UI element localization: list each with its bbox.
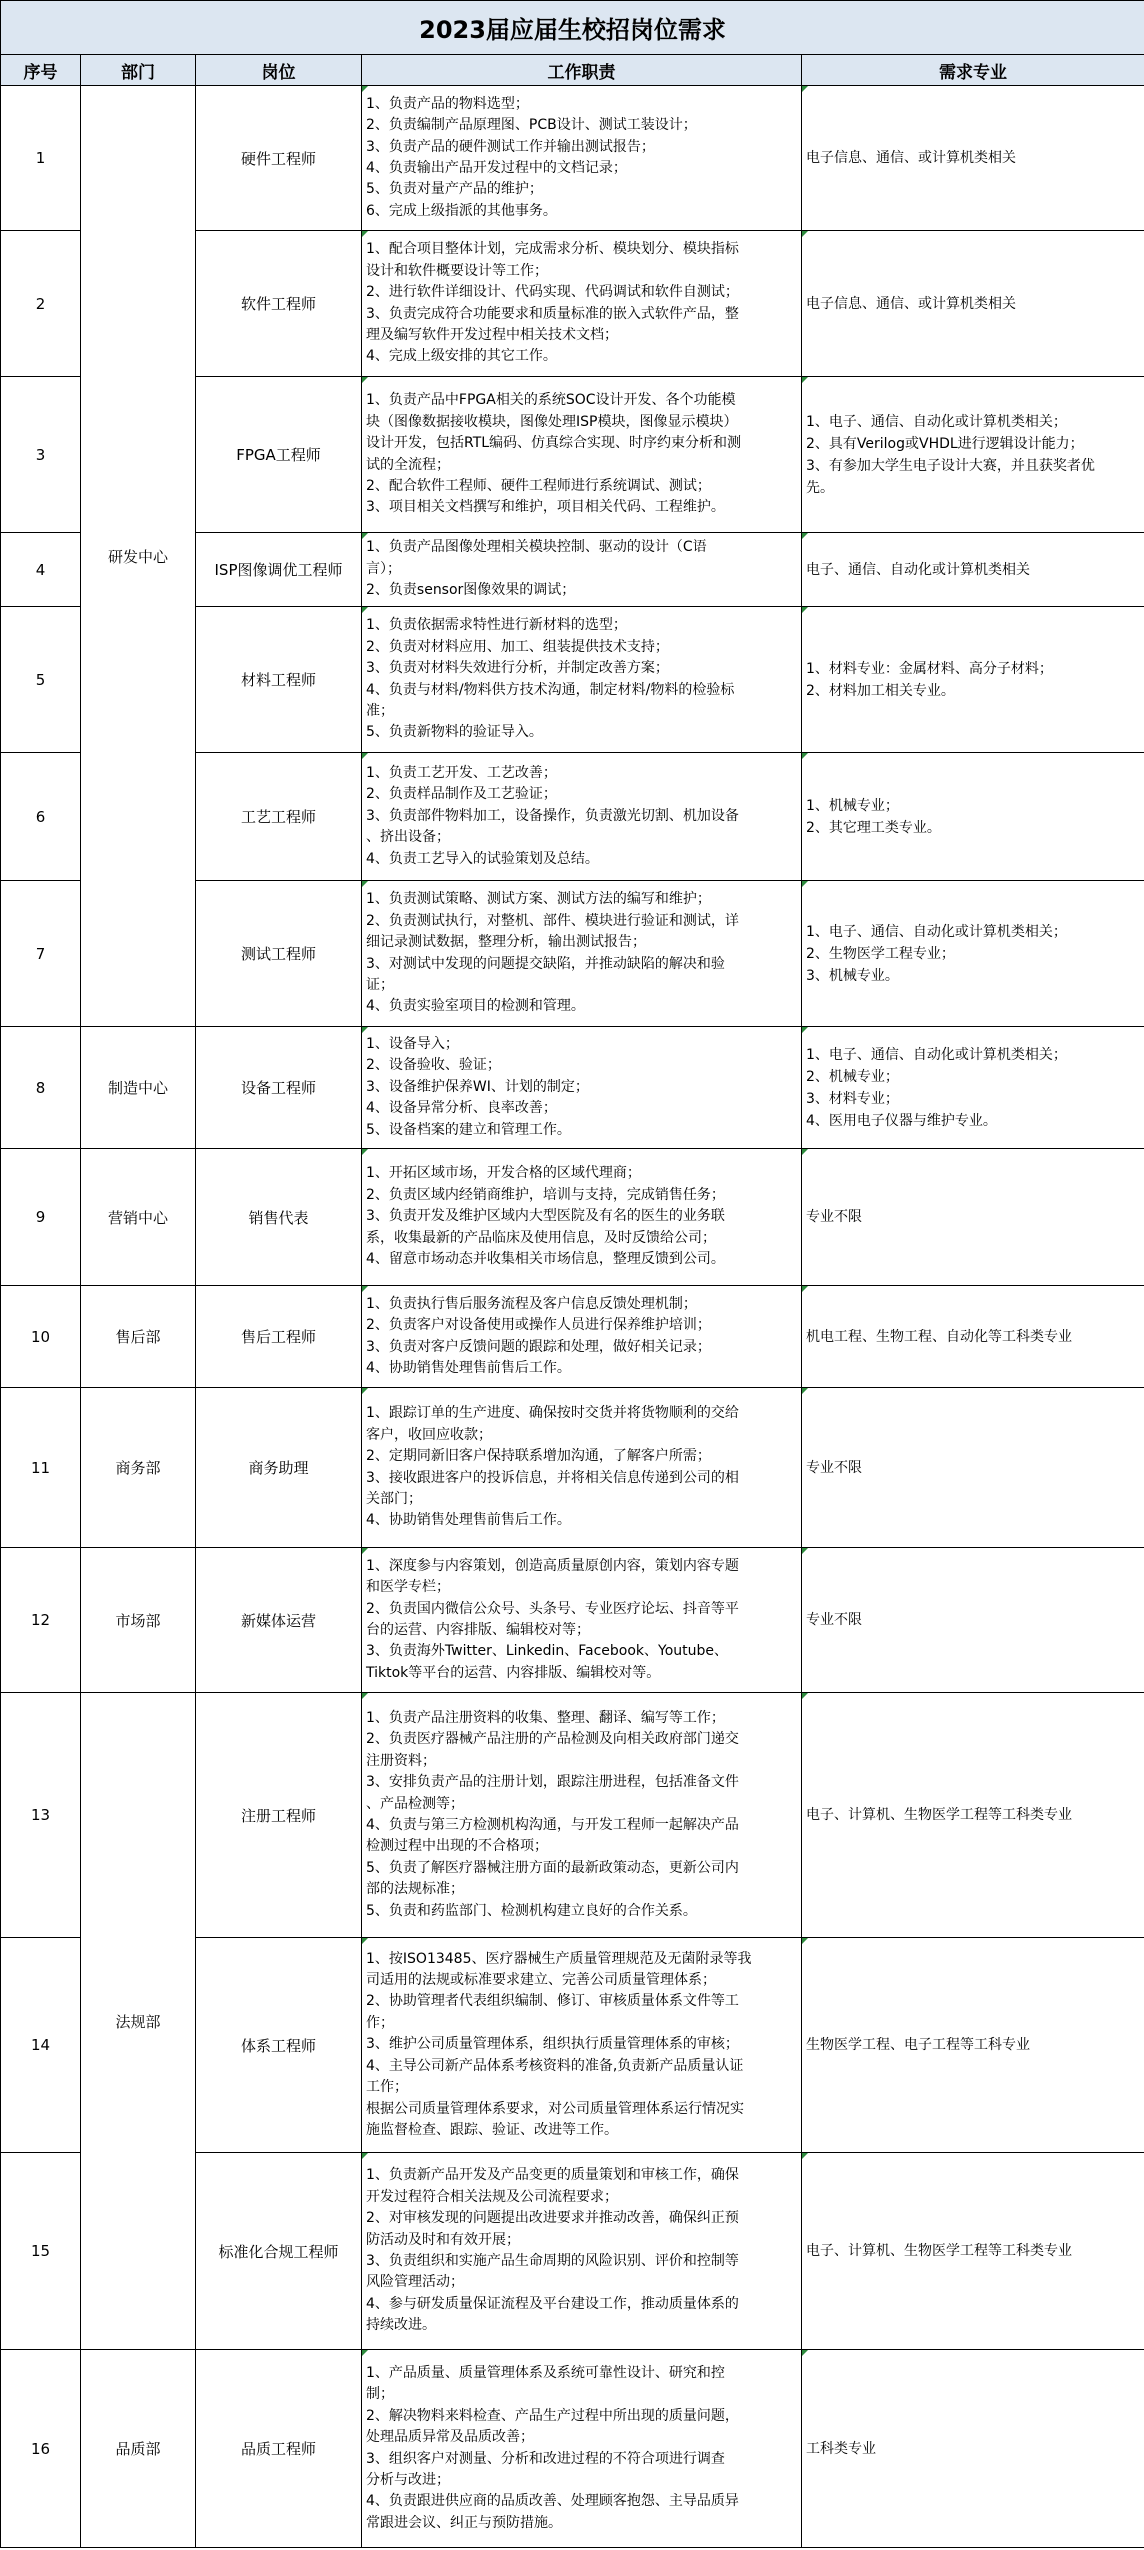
cell-position[interactable]: 软件工程师: [196, 231, 362, 377]
duty-line: 4、参与研发质量保证流程及平台建设工作，推动质量体系的: [366, 2295, 739, 2312]
col-header-majors[interactable]: 需求专业: [802, 55, 1144, 86]
col-header-duties[interactable]: 工作职责: [362, 55, 802, 86]
duty-line: 4、负责与第三方检测机构沟通，与开发工程师一起解决产品: [366, 1817, 739, 1833]
duty-line: 准；: [366, 702, 394, 719]
cell-no[interactable]: 1: [1, 86, 81, 231]
comment-marker-icon: [362, 2350, 368, 2356]
major-line: 2、机械专业；: [806, 1068, 899, 1085]
duty-line: 根据公司质量管理体系要求，对公司质量管理体系运行情况实: [366, 2100, 744, 2117]
cell-no[interactable]: 6: [1, 753, 81, 881]
duty-line: 3、设备维护保养WI、计划的制定；: [366, 1078, 589, 1095]
duty-line: 1、按ISO13485、医疗器械生产质量管理规范及无菌附录等我: [366, 1950, 752, 1967]
table-row: [1, 1388, 1144, 1548]
duty-line: 4、主导公司新产品体系考核资料的准备,负责新产品质量认证: [366, 2057, 744, 2074]
duty-line: 3、负责完成符合功能要求和质量标准的嵌入式软件产品，整: [366, 305, 739, 322]
comment-marker-icon: [362, 607, 368, 613]
comment-marker-icon: [802, 231, 808, 237]
comment-marker-icon: [802, 1388, 808, 1394]
duty-line: Tiktok等平台的运营、内容排版、编辑校对等。: [366, 1664, 661, 1681]
comment-marker-icon: [362, 1548, 368, 1554]
duty-line: 3、负责开发及维护区域内大型医院及有名的医生的业务联: [366, 1208, 725, 1225]
duty-line: 1、跟踪订单的生产进度、确保按时交货并将货物顺利的交给: [366, 1405, 739, 1422]
comment-marker-icon: [362, 1149, 368, 1155]
duty-line: 司适用的法规或标准要求建立、完善公司质量管理体系；: [366, 1972, 716, 1989]
cell-no[interactable]: 12: [1, 1548, 81, 1693]
duty-line: 3、组织客户对测量、分析和改进过程的不符合项进行调查: [366, 2450, 725, 2467]
duty-line: 注册资料；: [366, 1752, 436, 1769]
duty-line: 客户，收回应收款；: [366, 1426, 492, 1443]
cell-position[interactable]: 体系工程师: [196, 1938, 362, 2153]
duty-line: 4、负责与材料/物料供方技术沟通，制定材料/物料的检验标: [366, 681, 735, 698]
duty-line: 3、项目相关文档撰写和维护，项目相关代码、工程维护。: [366, 499, 725, 516]
major-line: 电子信息、通信、或计算机类相关: [806, 150, 1016, 166]
col-header-position[interactable]: 岗位: [196, 55, 362, 86]
major-line: 3、机械专业。: [806, 967, 899, 984]
duty-line: 工作；: [366, 2079, 408, 2096]
cell-duties[interactable]: [362, 1027, 802, 1149]
cell-position[interactable]: 售后工程师: [196, 1286, 362, 1388]
comment-marker-icon: [802, 1286, 808, 1292]
cell-duties[interactable]: [362, 231, 802, 377]
cell-duties[interactable]: [362, 1938, 802, 2153]
duty-line: 和医学专栏；: [366, 1579, 450, 1596]
cell-duties[interactable]: [362, 1286, 802, 1388]
duty-line: 4、协助销售处理售前售后工作。: [366, 1512, 571, 1529]
cell-position[interactable]: 标准化合规工程师: [196, 2153, 362, 2350]
duty-line: 2、配合软件工程师、硬件工程师进行系统调试、测试；: [366, 477, 711, 494]
cell-no[interactable]: 10: [1, 1286, 81, 1388]
table-row: [1, 2350, 1144, 2548]
duty-line: 6、完成上级指派的其他事务。: [366, 202, 557, 219]
table-row: [1, 1027, 1144, 1149]
major-line: 2、其它理工类专业。: [806, 819, 941, 836]
comment-marker-icon: [802, 377, 808, 383]
duty-line: 施监督检查、跟踪、验证、改进等工作。: [366, 2121, 618, 2138]
cell-majors[interactable]: [802, 533, 1144, 607]
major-line: 电子、计算机、生物医学工程等工科类专业: [806, 1807, 1072, 1823]
major-line: 1、材料专业：金属材料、高分子材料；: [806, 660, 1053, 677]
cell-majors[interactable]: [802, 377, 1144, 533]
major-line: 1、电子、通信、自动化或计算机类相关；: [806, 1046, 1067, 1063]
major-line: 1、机械专业；: [806, 797, 899, 814]
duty-line: 5、负责对量产产品的维护；: [366, 181, 543, 198]
duty-line: 言）；: [366, 560, 401, 577]
duty-line: 设计和软件概要设计等工作；: [366, 262, 548, 279]
duty-line: 1、负责产品注册资料的收集、整理、翻译、编写等工作；: [366, 1709, 725, 1726]
comment-marker-icon: [802, 607, 808, 613]
duty-line: 作；: [366, 2014, 394, 2031]
cell-duties[interactable]: [362, 1388, 802, 1548]
major-line: 机电工程、生物工程、自动化等工科类专业: [806, 1328, 1072, 1345]
duty-line: 1、负责产品中FPGA相关的系统SOC设计开发、各个功能模: [366, 392, 736, 409]
comment-marker-icon: [362, 881, 368, 887]
duty-line: 2、定期同新旧客户保持联系增加沟通，了解客户所需；: [366, 1448, 711, 1465]
duty-line: 2、负责区域内经销商维护，培训与支持，完成销售任务；: [366, 1186, 725, 1203]
duty-line: 4、负责实验室项目的检测和管理。: [366, 998, 585, 1015]
duty-line: 3、负责组织和实施产品生命周期的风险识别、评价和控制等: [366, 2253, 739, 2269]
cell-majors[interactable]: [802, 1388, 1144, 1548]
duty-line: 3、对测试中发现的问题提交缺陷，并推动缺陷的解决和验: [366, 955, 725, 972]
duty-line: 3、负责对材料失效进行分析，并制定改善方案；: [366, 660, 669, 677]
comment-marker-icon: [802, 1938, 808, 1944]
major-line: 电子、通信、自动化或计算机类相关: [806, 561, 1030, 578]
major-line: 专业不限: [806, 1459, 862, 1476]
cell-majors[interactable]: [802, 607, 1144, 753]
duty-line: 1、设备导入；: [366, 1035, 459, 1052]
duty-line: 、挤出设备；: [366, 829, 450, 846]
comment-marker-icon: [362, 1938, 368, 1944]
cell-position[interactable]: 注册工程师: [196, 1693, 362, 1938]
duty-line: 系，收集最新的产品临床及使用信息，及时反馈给公司；: [366, 1229, 716, 1246]
cell-majors[interactable]: [802, 881, 1144, 1027]
cell-dept[interactable]: 售后部: [81, 1286, 196, 1388]
cell-majors[interactable]: [802, 1693, 1144, 1938]
major-line: 电子信息、通信、或计算机类相关: [806, 295, 1016, 312]
cell-duties[interactable]: [362, 881, 802, 1027]
duty-line: 2、负责测试执行，对整机、部件、模块进行验证和测试，详: [366, 912, 739, 929]
duty-line: 试的全流程；: [366, 456, 450, 473]
duty-line: 3、安排负责产品的注册计划，跟踪注册进程，包括准备文件: [366, 1774, 739, 1791]
comment-marker-icon: [802, 533, 808, 539]
duty-line: 4、留意市场动态并收集相关市场信息，整理反馈到公司。: [366, 1251, 725, 1268]
comment-marker-icon: [362, 86, 368, 92]
duty-line: 1、开拓区域市场，开发合格的区域代理商；: [366, 1165, 641, 1182]
cell-no[interactable]: 3: [1, 377, 81, 533]
duty-line: 4、设备异常分析、良率改善；: [366, 1100, 557, 1117]
cell-dept[interactable]: 市场部: [81, 1548, 196, 1693]
duty-line: 证；: [366, 976, 394, 993]
duty-line: 5、负责和药监部门、检测机构建立良好的合作关系。: [366, 1902, 697, 1919]
duty-line: 防活动及时和有效开展；: [366, 2231, 520, 2248]
duty-line: 块（图像数据接收模块，图像处理ISP模块，图像显示模块）: [366, 413, 738, 430]
duty-line: 3、维护公司质量管理体系，组织执行质量管理体系的审核；: [366, 2036, 739, 2053]
cell-majors[interactable]: [802, 753, 1144, 881]
comment-marker-icon: [362, 753, 368, 759]
duty-line: 部的法规标准；: [366, 1881, 464, 1898]
header-row: [1, 55, 1144, 86]
cell-no[interactable]: 15: [1, 2153, 81, 2350]
duty-line: 2、负责编制产品原理图、PCB设计、测试工装设计；: [366, 117, 697, 134]
duty-line: 4、完成上级安排的其它工作。: [366, 348, 557, 365]
cell-duties[interactable]: [362, 753, 802, 881]
cell-duties[interactable]: [362, 533, 802, 607]
comment-marker-icon: [362, 1286, 368, 1292]
cell-duties[interactable]: [362, 2153, 802, 2350]
duty-line: 常跟进会议、纠正与预防措施。: [366, 2514, 562, 2531]
cell-majors[interactable]: [802, 1149, 1144, 1286]
cell-position[interactable]: 销售代表: [196, 1149, 362, 1286]
duty-line: 风险管理活动；: [366, 2274, 464, 2291]
comment-marker-icon: [802, 2350, 808, 2356]
cell-dept[interactable]: 制造中心: [81, 1027, 196, 1149]
cell-majors[interactable]: [802, 2153, 1144, 2350]
duty-line: 5、负责新物料的验证导入。: [366, 724, 543, 741]
major-line: 生物医学工程、电子工程等工科专业: [806, 2037, 1030, 2053]
duty-line: 1、负责依据需求特性进行新材料的选型；: [366, 617, 627, 634]
table-row: [1, 1548, 1144, 1693]
duty-line: 2、进行软件详细设计、代码实现、代码调试和软件自测试；: [366, 284, 739, 301]
duty-line: 3、负责部件物料加工，设备操作，负责激光切割、机加设备: [366, 807, 739, 824]
comment-marker-icon: [802, 2153, 808, 2159]
comment-marker-icon: [362, 2153, 368, 2159]
duty-line: 2、负责医疗器械产品注册的产品检测及向相关政府部门递交: [366, 1731, 739, 1748]
cell-position[interactable]: 品质工程师: [196, 2350, 362, 2548]
cell-majors[interactable]: [802, 86, 1144, 231]
cell-dept[interactable]: 法规部: [81, 1693, 196, 2350]
duty-line: 3、接收跟进客户的投诉信息，并将相关信息传递到公司的相: [366, 1469, 739, 1486]
cell-no[interactable]: 2: [1, 231, 81, 377]
cell-duties[interactable]: [362, 377, 802, 533]
major-line: 工科类专业: [806, 2440, 876, 2457]
cell-dept[interactable]: 品质部: [81, 2350, 196, 2548]
major-line: 2、材料加工相关专业。: [806, 682, 955, 699]
cell-duties[interactable]: [362, 1149, 802, 1286]
duty-line: 4、负责输出产品开发过程中的文档记录；: [366, 160, 627, 176]
comment-marker-icon: [802, 86, 808, 92]
cell-no[interactable]: 13: [1, 1693, 81, 1938]
major-line: 2、生物医学工程专业；: [806, 945, 955, 962]
col-header-no[interactable]: 序号: [1, 55, 81, 86]
duty-line: 2、协助管理者代表组织编制、修订、审核质量体系文件等工: [366, 1993, 739, 2010]
duty-line: 2、负责对材料应用、加工、组装提供技术支持；: [366, 638, 669, 655]
major-line: 1、电子、通信、自动化或计算机类相关；: [806, 413, 1067, 430]
duty-line: 关部门；: [366, 1490, 422, 1507]
duty-line: 1、产品质量、质量管理体系及系统可靠性设计、研究和控: [366, 2364, 725, 2381]
comment-marker-icon: [362, 1027, 368, 1033]
cell-no[interactable]: 11: [1, 1388, 81, 1548]
cell-dept[interactable]: 商务部: [81, 1388, 196, 1548]
cell-duties[interactable]: [362, 607, 802, 753]
duty-line: 3、负责海外Twitter、Linkedin、Facebook、Youtube、: [366, 1643, 729, 1660]
duty-line: 检测过程中出现的不合格项；: [366, 1838, 548, 1855]
cell-no[interactable]: 8: [1, 1027, 81, 1149]
comment-marker-icon: [802, 1149, 808, 1155]
major-line: 3、有参加大学生电子设计大赛，并且获奖者优: [806, 457, 1095, 474]
cell-dept[interactable]: 研发中心: [81, 86, 196, 1027]
duty-line: 2、负责客户对设备使用或操作人员进行保养维护培训；: [366, 1317, 711, 1334]
cell-no[interactable]: 4: [1, 533, 81, 607]
cell-no[interactable]: 16: [1, 2350, 81, 2548]
cell-no[interactable]: 7: [1, 881, 81, 1027]
sheet-title[interactable]: 2023届应届生校招岗位需求: [1, 1, 1144, 55]
duty-line: 分析与改进；: [366, 2471, 450, 2488]
major-line: 先。: [806, 479, 834, 496]
cell-position[interactable]: 硬件工程师: [196, 86, 362, 231]
cell-duties[interactable]: [362, 2350, 802, 2548]
duty-line: 1、负责测试策略、测试方案、测试方法的编写和维护；: [366, 891, 711, 908]
table-row: [1, 1693, 1144, 1938]
cell-position[interactable]: 工艺工程师: [196, 753, 362, 881]
col-header-dept[interactable]: 部门: [81, 55, 196, 86]
comment-marker-icon: [362, 231, 368, 237]
duty-line: 2、负责样品制作及工艺验证；: [366, 786, 557, 803]
cell-position[interactable]: FPGA工程师: [196, 377, 362, 533]
duty-line: 、产品检测等；: [366, 1795, 464, 1812]
duty-line: 持续改进。: [366, 2317, 436, 2334]
duty-line: 2、解决物料来料检查、产品生产过程中所出现的质量问题，: [366, 2407, 739, 2424]
major-line: 专业不限: [806, 1209, 862, 1225]
cell-position[interactable]: 测试工程师: [196, 881, 362, 1027]
cell-majors[interactable]: [802, 231, 1144, 377]
duty-line: 1、负责产品的物料选型；: [366, 95, 529, 112]
cell-majors[interactable]: [802, 1027, 1144, 1149]
duty-line: 5、负责了解医疗器械注册方面的最新政策动态，更新公司内: [366, 1859, 739, 1876]
table-row: [1, 1149, 1144, 1286]
cell-no[interactable]: 14: [1, 1938, 81, 2153]
cell-majors[interactable]: [802, 1938, 1144, 2153]
duty-line: 设计开发，包括RTL编码、仿真综合实现、时序约束分析和测: [366, 435, 742, 452]
major-line: 4、医用电子仪器与维护专业。: [806, 1112, 997, 1129]
cell-majors[interactable]: [802, 1548, 1144, 1693]
comment-marker-icon: [802, 1693, 808, 1699]
comment-marker-icon: [362, 1693, 368, 1699]
comment-marker-icon: [802, 1548, 808, 1554]
duty-line: 2、负责国内微信公众号、头条号、专业医疗论坛、抖音等平: [366, 1600, 739, 1617]
duty-line: 1、负责新产品开发及产品变更的质量策划和审核工作，确保: [366, 2167, 739, 2184]
cell-position[interactable]: ISP图像调优工程师: [196, 533, 362, 607]
table-body: [1, 86, 1144, 2548]
cell-duties[interactable]: [362, 1693, 802, 1938]
duty-line: 1、负责工艺开发、工艺改善；: [366, 764, 557, 781]
major-line: 电子、计算机、生物医学工程等工科类专业: [806, 2243, 1072, 2259]
cell-no[interactable]: 5: [1, 607, 81, 753]
cell-duties[interactable]: [362, 86, 802, 231]
comment-marker-icon: [362, 377, 368, 383]
duty-line: 2、设备验收、验证；: [366, 1057, 501, 1074]
duty-line: 4、负责工艺导入的试验策划及总结。: [366, 850, 599, 867]
major-line: 1、电子、通信、自动化或计算机类相关；: [806, 923, 1067, 940]
table-row: [1, 1286, 1144, 1388]
comment-marker-icon: [802, 881, 808, 887]
duty-line: 台的运营、内容排版、编辑校对等；: [366, 1622, 590, 1638]
comment-marker-icon: [802, 753, 808, 759]
duty-line: 开发过程符合相关法规及公司流程要求；: [366, 2188, 618, 2205]
comment-marker-icon: [362, 533, 368, 539]
cell-position[interactable]: 新媒体运营: [196, 1548, 362, 1693]
duty-line: 理及编写软件开发过程中相关技术文档；: [366, 326, 618, 343]
duty-line: 3、负责产品的硬件测试工作并输出测试报告；: [366, 138, 655, 155]
major-line: 2、具有Verilog或VHDL进行逻辑设计能力；: [806, 435, 1084, 452]
duty-line: 细记录测试数据，整理分析，输出测试报告；: [366, 934, 646, 951]
comment-marker-icon: [362, 1388, 368, 1394]
duty-line: 1、配合项目整体计划，完成需求分析、模块划分、模块指标: [366, 241, 739, 258]
cell-majors[interactable]: [802, 2350, 1144, 2548]
cell-no[interactable]: 9: [1, 1149, 81, 1286]
duty-line: 1、负责执行售后服务流程及客户信息反馈处理机制；: [366, 1295, 697, 1312]
cell-position[interactable]: 设备工程师: [196, 1027, 362, 1149]
comment-marker-icon: [802, 1027, 808, 1033]
cell-position[interactable]: 商务助理: [196, 1388, 362, 1548]
cell-position[interactable]: 材料工程师: [196, 607, 362, 753]
duty-line: 5、设备档案的建立和管理工作。: [366, 1121, 571, 1138]
duty-line: 2、负责sensor图像效果的调试；: [366, 582, 576, 599]
duty-line: 制；: [366, 2386, 394, 2403]
cell-dept[interactable]: 营销中心: [81, 1149, 196, 1286]
table-row: [1, 86, 1144, 231]
cell-majors[interactable]: [802, 1286, 1144, 1388]
duty-line: 4、负责跟进供应商的品质改善、处理顾客抱怨、主导品质异: [366, 2493, 739, 2510]
major-line: 3、材料专业；: [806, 1090, 899, 1107]
duty-line: 处理品质异常及品质改善；: [366, 2429, 534, 2446]
cell-duties[interactable]: [362, 1548, 802, 1693]
duty-line: 2、对审核发现的问题提出改进要求并推动改善，确保纠正预: [366, 2210, 739, 2227]
duty-line: 1、负责产品图像处理相关模块控制、驱动的设计（C语: [366, 539, 707, 556]
duty-line: 1、深度参与内容策划，创造高质量原创内容，策划内容专题: [366, 1557, 739, 1574]
duty-line: 4、协助销售处理售前售后工作。: [366, 1359, 571, 1376]
duty-line: 3、负责对客户反馈问题的跟踪和处理，做好相关记录；: [366, 1338, 711, 1355]
major-line: 专业不限: [806, 1612, 862, 1628]
